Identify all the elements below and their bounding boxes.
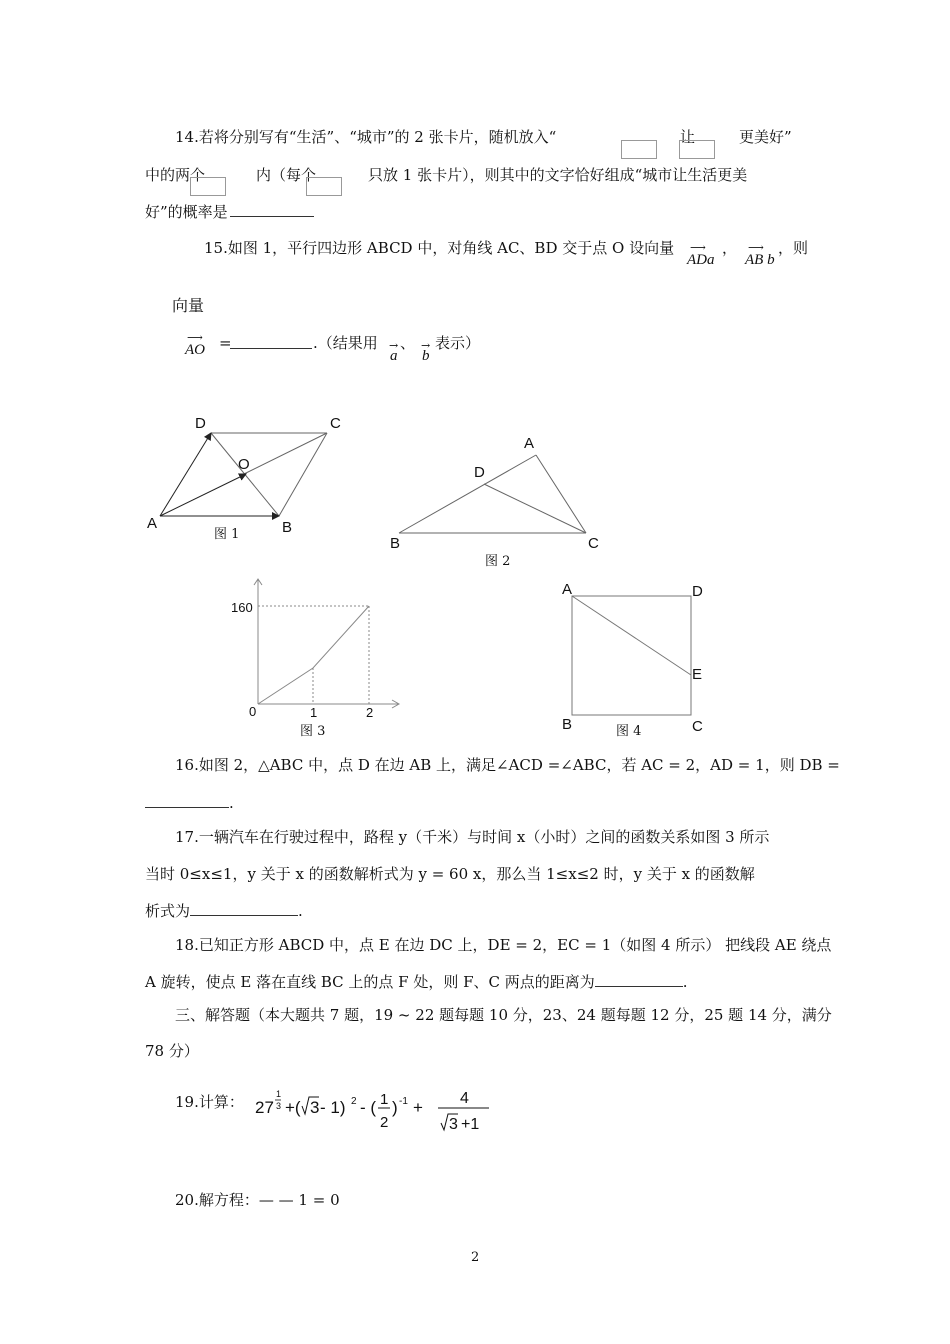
q18-line2 [145, 972, 688, 992]
q17-answer-blank[interactable] [190, 901, 298, 916]
fig1-label-a: A [147, 515, 158, 532]
svg-text:3: 3 [449, 1116, 458, 1133]
svg-text:3: 3 [310, 1098, 320, 1117]
q15-sep: 、 [400, 334, 416, 352]
q20-rest: 1 = 0 [298, 1191, 340, 1209]
q14-line1-text: 14.若将分别写有“生活”、“城市”的 2 张卡片，随机放入“ [175, 128, 557, 146]
q19-formula [255, 1083, 515, 1143]
svg-text:1: 1 [276, 1089, 282, 1099]
fig4-label-e: E [692, 666, 703, 683]
q15-a: a [390, 348, 398, 364]
q14-word-gengmeihao: 更美好” [739, 128, 792, 146]
q17-line2: 当时 0≤x≤1，y 关于 x 的函数解析式为 y = 60 x，那么当 1≤x≤2 时，y 关于 x 的函数解 [145, 865, 755, 883]
q20-fraction-bar-1: — [258, 1191, 274, 1209]
fig1-caption: 图 1 [214, 527, 240, 542]
q18-line1: 18.已知正方形 ABCD 中，点 E 在边 DC 上，DE = 2，EC = 1（如图 4 所示） 把线段 AE 绕点 [175, 936, 832, 954]
fig4-caption: 图 4 [616, 724, 642, 739]
svg-text:+(: +( [285, 1098, 301, 1117]
svg-text:+1: +1 [461, 1116, 480, 1133]
vec-ao-arrow-icon: ⟶ [187, 331, 203, 344]
vec-ad-arrow-icon: ⟶ [690, 241, 706, 254]
q14-line2a: 中的两个 [145, 166, 206, 184]
q14-line2c: 只放 1 张卡片），则其中的文字恰好组成“城市让生活更美 [368, 166, 748, 184]
vec-a-arrow-icon: → [389, 339, 399, 352]
section3-line1: 三、解答题（本大题共 7 题，19 ~ 22 题每题 10 分，23、24 题每题 12 分，25 题 14 分，满分 [175, 1006, 832, 1024]
q17-end: . [298, 902, 303, 920]
q15-then: ，则 [778, 239, 809, 257]
q16-end: . [229, 794, 234, 812]
q14-line3-text: 好”的概率是 [145, 203, 228, 221]
svg-text:1: 1 [380, 1091, 389, 1108]
q15-vec-ab: AB b [745, 252, 775, 268]
fig4-label-d: D [692, 583, 703, 600]
svg-text:3: 3 [276, 1101, 282, 1111]
fig4-label-a: A [562, 581, 573, 598]
q18-line2-text: A 旋转，使点 E 落在直线 BC 上的点 F 处，则 F、C 两点的距离为 [145, 973, 595, 991]
q20-line [175, 1190, 340, 1210]
fig2-label-a: A [524, 435, 535, 452]
q15-note: .（结果用 [313, 334, 378, 352]
q15-line2: 向量 [172, 296, 205, 315]
q16-line2 [145, 793, 234, 813]
svg-text:2: 2 [351, 1096, 357, 1107]
fig2-label-c: C [588, 535, 599, 552]
svg-text:- 1): - 1) [320, 1098, 346, 1117]
q14-line2b: 内（每个 [256, 166, 317, 184]
fig4-label-c: C [692, 718, 703, 735]
q16-line1: 16.如图 2，△ABC 中，点 D 在边 AB 上，满足∠ACD =∠ABC，若 AC = 2，AD = 1，则 DB = [175, 756, 840, 774]
svg-text:4: 4 [460, 1090, 469, 1107]
q17-line3-text: 析式为 [145, 902, 191, 920]
fig2-label-d: D [474, 464, 485, 481]
section3-line2: 78 分） [145, 1042, 199, 1060]
q15-note-end: 表示） [435, 334, 481, 352]
svg-text:): ) [392, 1098, 398, 1117]
q17-line1: 17.一辆汽车在行驶过程中，路程 y（千米）与时间 x（小时）之间的函数关系如图 3 所示 [175, 828, 770, 846]
q17-line3 [145, 901, 303, 921]
vec-ab-arrow-icon: ⟶ [748, 241, 764, 254]
fig3-x-tick-0: 0 [249, 704, 257, 719]
q19-label: 19.计算： [175, 1093, 244, 1111]
q15-vec-ad: ADa [687, 252, 715, 268]
fig4-label-b: B [562, 716, 573, 733]
fig1-label-c: C [330, 415, 341, 432]
page-number: 2 [471, 1250, 480, 1265]
q15-comma: ， [722, 239, 738, 257]
fig2-label-b: B [390, 535, 401, 552]
q20-label: 20.解方程： [175, 1191, 259, 1209]
fig1-label-d: D [195, 415, 206, 432]
fig3-caption: 图 3 [300, 724, 326, 739]
fig3-x-tick-2: 2 [366, 705, 374, 720]
q15-b: b [422, 348, 430, 364]
svg-text:2: 2 [380, 1114, 389, 1131]
q20-fraction-bar-2: — [278, 1191, 294, 1209]
svg-text:+: + [413, 1098, 423, 1117]
svg-text:27: 27 [255, 1098, 274, 1117]
vec-b-arrow-icon: → [421, 339, 431, 352]
q15-line1: 15.如图 1，平行四边形 ABCD 中，对角线 AC、BD 交于点 O 设向量 [204, 239, 675, 257]
fig2-caption: 图 2 [485, 554, 511, 569]
q18-answer-blank[interactable] [595, 972, 683, 987]
fig3-x-tick-1: 1 [310, 705, 318, 720]
fig1-label-o: O [238, 456, 250, 473]
q15-eq: = [219, 334, 232, 352]
q18-end: . [682, 973, 688, 991]
q16-answer-blank[interactable] [145, 793, 229, 808]
fig3-y-tick-160: 160 [231, 600, 253, 615]
fig1-label-b: B [282, 519, 293, 536]
q14-word-rang: 让 [680, 128, 696, 146]
q15-vec-ao: AO [185, 342, 205, 358]
svg-text:- (: - ( [360, 1098, 377, 1117]
svg-text:-1: -1 [399, 1096, 408, 1107]
